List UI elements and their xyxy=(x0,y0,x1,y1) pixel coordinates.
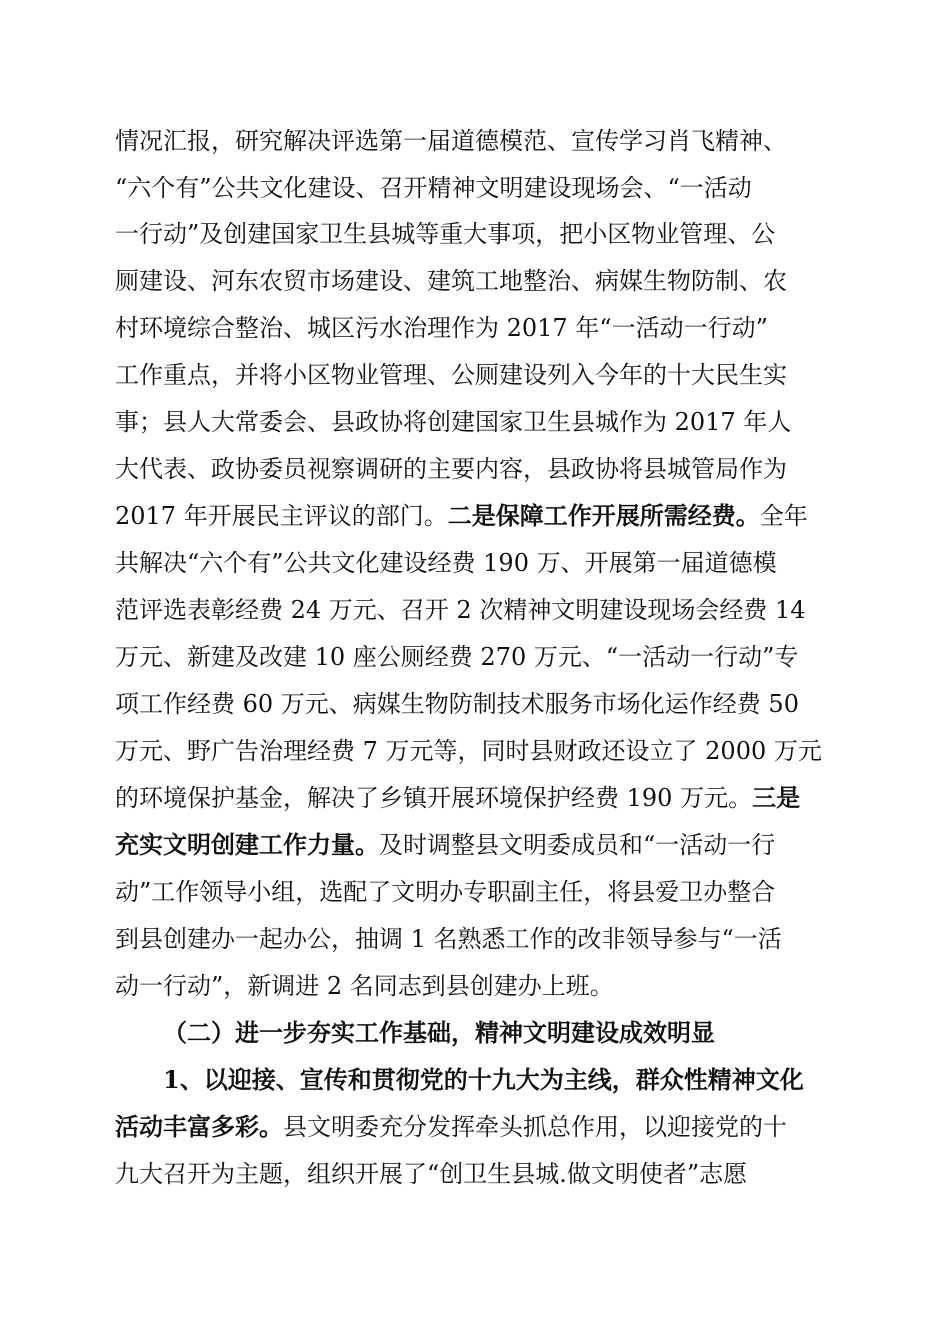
text-line: 九大召开为主题，组织开展了“创卫生县城.做文明使者”志愿 xyxy=(115,1160,748,1188)
text-span: 全年 xyxy=(759,502,808,530)
bold-lead-phrase: 充实文明创建工作力量。 xyxy=(115,830,379,859)
text-line xyxy=(115,1107,837,1147)
text-line: 情况汇报，研究解决评选第一届道德模范、宣传学习肖飞精神、 xyxy=(115,127,787,155)
text-line xyxy=(115,496,837,536)
text-line: 事；县人大常委会、县政协将创建国家卫生县城作为 2017 年人 xyxy=(115,408,792,436)
text-line: 万元、野广告治理经费 7 万元等，同时县财政还设立了 2000 万元 xyxy=(115,737,822,765)
bold-lead-phrase: 二是保障工作开展所需经费。 xyxy=(447,501,760,530)
text-span: 2017 年开展民主评议的部门。 xyxy=(115,502,448,530)
text-line: 厕建设、河东农贸市场建设、建筑工地整治、病媒生物防制、农 xyxy=(115,267,787,295)
text-line: 万元、新建及改建 10 座公厕经费 270 万元、“一活动一行动”专 xyxy=(115,643,799,671)
text-line: 动”工作领导小组，选配了文明办专职副主任，将县爱卫办整合 xyxy=(115,878,776,906)
text-span: 的环境保护基金，解决了乡镇开展环境保护经费 190 万元。 xyxy=(115,784,753,812)
text-line: 工作重点，并将小区物业管理、公厕建设列入今年的十大民生实 xyxy=(115,361,787,389)
text-line: 村环境综合整治、城区污水治理作为 2017 年“一活动一行动” xyxy=(115,314,768,342)
text-line xyxy=(115,778,837,818)
text-line: “六个有”公共文化建设、召开精神文明建设现场会、“一活动 xyxy=(115,174,752,202)
bold-lead-phrase: 活动丰富多彩。 xyxy=(115,1112,283,1141)
text-line: 范评选表彰经费 24 万元、召开 2 次精神文明建设现场会经费 14 xyxy=(115,596,806,624)
text-line: 项工作经费 60 万元、病媒生物防制技术服务市场化运作经费 50 xyxy=(115,690,799,718)
section-heading: （二）进一步夯实工作基础，精神文明建设成效明显 xyxy=(163,1018,715,1047)
text-line: 一行动”及创建国家卫生县城等重大事项，把小区物业管理、公 xyxy=(115,220,776,248)
text-line: 1、以迎接、宣传和贯彻党的十九大为主线，群众性精神文化 xyxy=(163,1065,804,1094)
text-span: 及时调整县文明委成员和“一活动一行 xyxy=(379,831,776,859)
text-line: 到县创建办一起办公，抽调 1 名熟悉工作的改非领导参与“一活 xyxy=(115,925,782,953)
text-line: 动一行动”，新调进 2 名同志到县创建办上班。 xyxy=(115,972,614,1000)
text-span: 县文明委充分发挥牵头抓总作用，以迎接党的十 xyxy=(283,1113,787,1141)
text-line xyxy=(115,825,837,865)
text-line: 大代表、政协委员视察调研的主要内容，县政协将县城管局作为 xyxy=(115,455,787,483)
bold-lead-phrase: 三是 xyxy=(752,783,801,812)
text-line: 共解决“六个有”公共文化建设经费 190 万、开展第一届道德模 xyxy=(115,549,777,577)
